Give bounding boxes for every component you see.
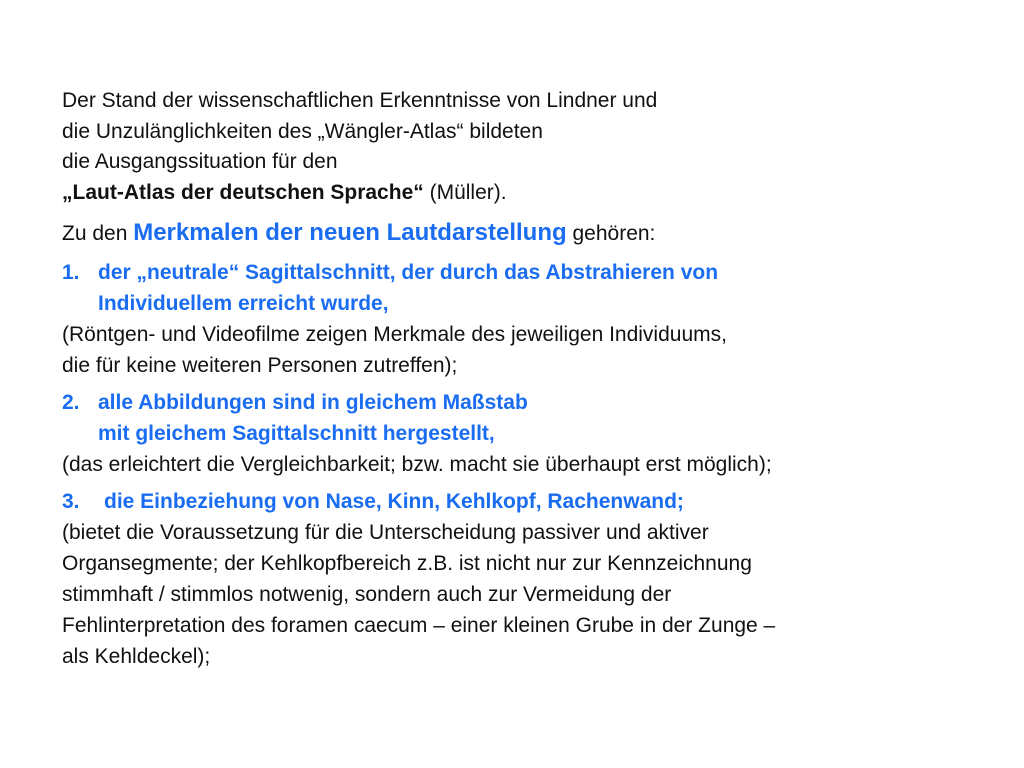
item-explanation-line: (Röntgen- und Videofilme zeigen Merkmale des jeweiligen Individuums, [62, 323, 727, 346]
features-highlight: Merkmalen der neuen Lautdarstellung [133, 219, 567, 246]
item-number: 3. [62, 490, 80, 513]
intro-line-1: Der Stand der wissenschaftlichen Erkenntnisse von Lindner und [62, 89, 658, 112]
atlas-title: „Laut-Atlas der deutschen Sprache“ [62, 180, 424, 204]
item-head-line-1: der „neutrale“ Sagittalschnitt, der durch das Abstrahieren von [98, 261, 719, 284]
item-head-line-2: mit gleichem Sagittalschnitt hergestellt, [98, 422, 495, 445]
item-explanation-line: (bietet die Voraussetzung für die Unterscheidung passiver und aktiver [62, 521, 709, 544]
item-explanation-line: stimmhaft / stimmlos notwenig, sondern auch zur Vermeidung der [62, 583, 672, 606]
intro-line-3: die Ausgangssituation für den [62, 150, 338, 173]
item-explanation-line: die für keine weiteren Personen zutreffen); [62, 354, 458, 377]
item-1-head [62, 257, 1002, 288]
intro-paragraph [62, 86, 1002, 208]
item-head-line-1: alle Abbildungen sind in gleichem Maßstab [98, 391, 528, 414]
atlas-author: (Müller). [423, 180, 507, 204]
item-head-line-2: Individuellem erreicht wurde, [98, 292, 389, 315]
item-head-line-1: die Einbeziehung von Nase, Kinn, Kehlkopf, Rachenwand; [104, 490, 684, 513]
intro-line-4 [62, 178, 1002, 209]
list-item [62, 257, 1002, 381]
item-number: 1. [62, 261, 80, 284]
item-explanation-line: Organsegmente; der Kehlkopfbereich z.B. ist nicht nur zur Kennzeichnung [62, 552, 752, 575]
features-heading [62, 216, 1002, 251]
item-explanation-line: (das erleichtert die Vergleichbarkeit; bzw. macht sie überhaupt erst möglich); [62, 453, 772, 476]
item-2-head [62, 387, 1002, 418]
intro-line-2: die Unzulänglichkeiten des „Wängler-Atlas“ bildeten [62, 119, 543, 143]
item-explanation-line: als Kehldeckel); [62, 645, 211, 668]
item-explanation-line: Fehlinterpretation des foramen caecum – einer kleinen Grube in der Zunge – [62, 614, 776, 637]
features-prefix: Zu den [62, 222, 134, 245]
list-item [62, 486, 1002, 672]
list-item [62, 387, 1002, 480]
item-3-head [62, 486, 1002, 517]
slide-content [62, 86, 1002, 672]
item-number: 2. [62, 391, 80, 414]
features-suffix: gehören: [566, 222, 656, 245]
